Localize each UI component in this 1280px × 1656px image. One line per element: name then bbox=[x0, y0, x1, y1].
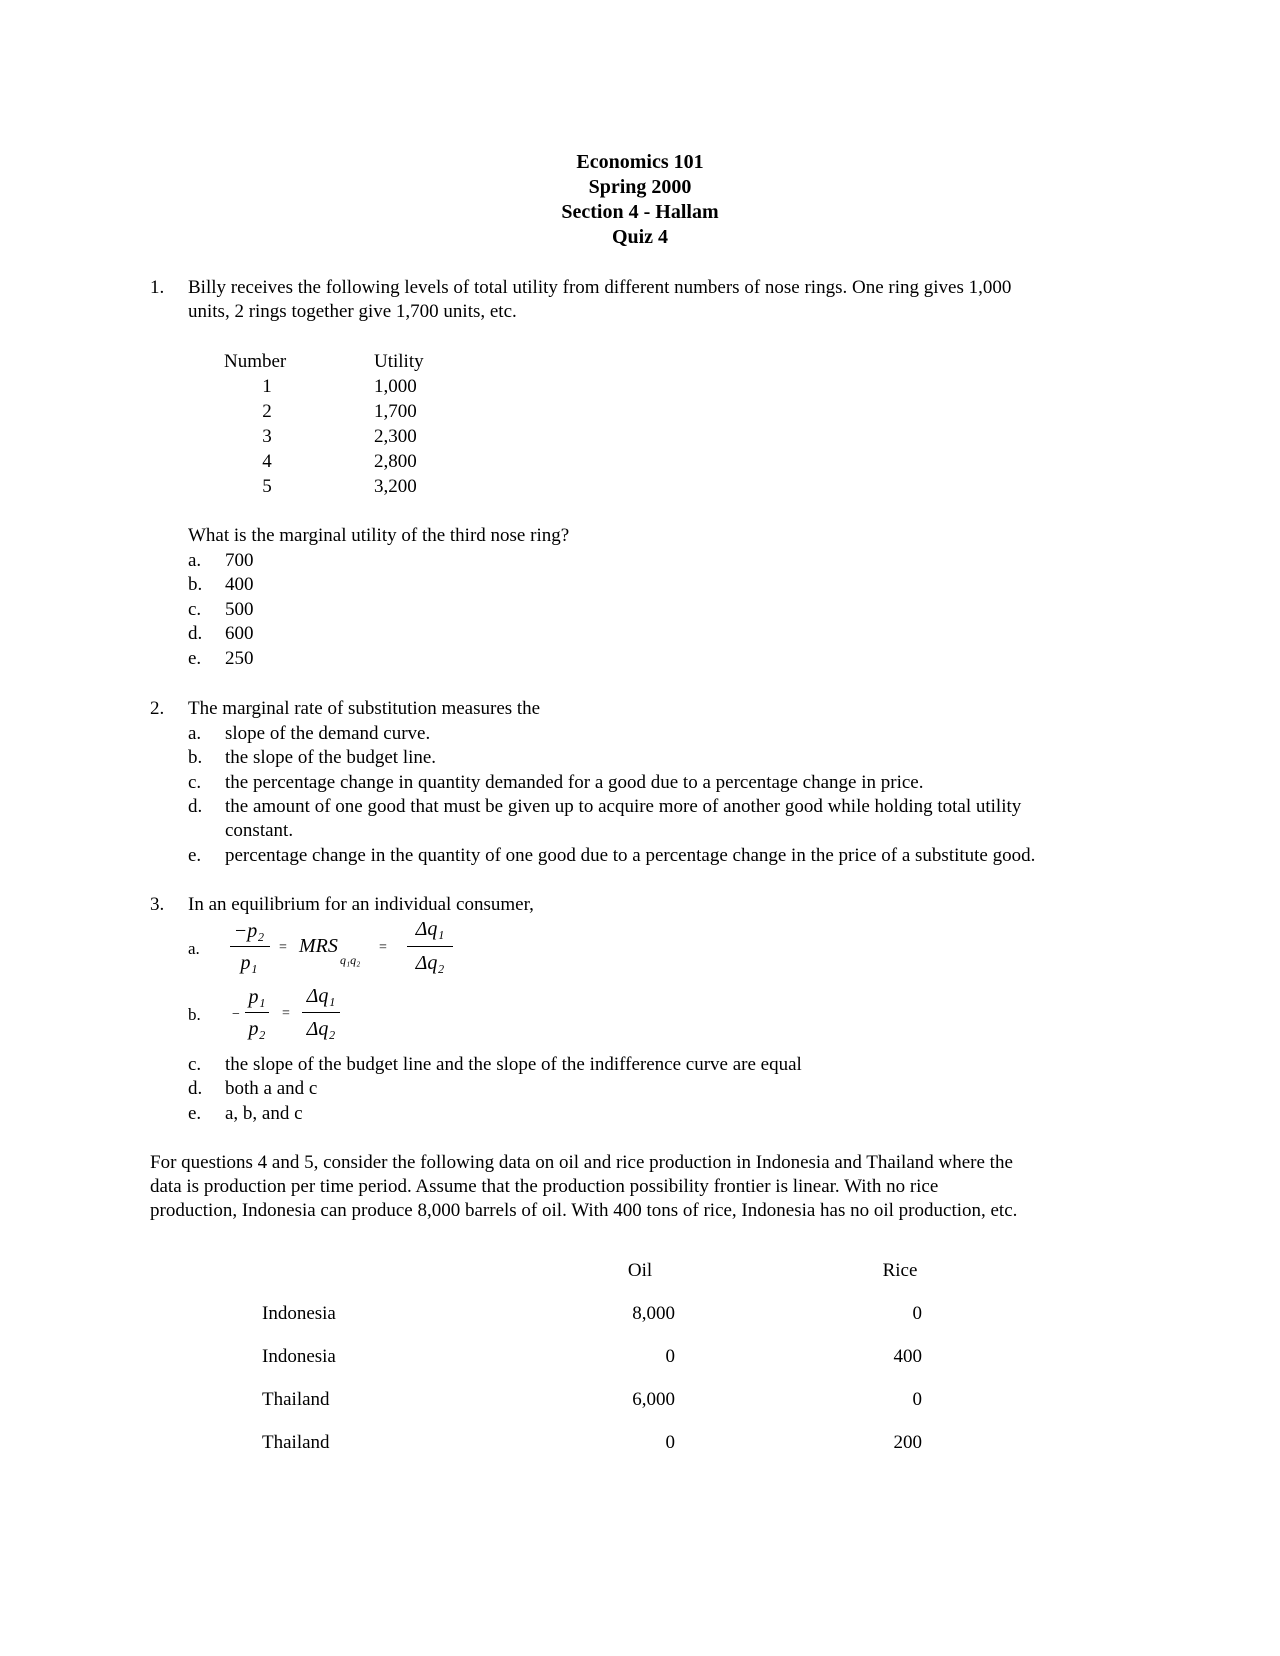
table-cell-country: Thailand bbox=[262, 1432, 330, 1453]
table-cell-utility: 2,300 bbox=[374, 426, 417, 447]
table-cell-number: 4 bbox=[262, 451, 272, 472]
option-text: the slope of the budget line. bbox=[225, 747, 437, 768]
table-cell-utility: 1,000 bbox=[374, 376, 417, 397]
term: Spring 2000 bbox=[588, 176, 692, 198]
question-prompt: What is the marginal utility of the third nose ring? bbox=[188, 525, 570, 546]
option-text: a, b, and c bbox=[225, 1103, 303, 1124]
option-text: 700 bbox=[225, 550, 254, 571]
option-letter: c. bbox=[188, 772, 202, 793]
option-letter: a. bbox=[188, 723, 202, 744]
table-cell-oil: 0 bbox=[665, 1432, 675, 1453]
table-cell-utility: 1,700 bbox=[374, 401, 417, 422]
intro-text: data is production per time period. Assume that the production possibility frontier is linear. With no rice bbox=[150, 1176, 939, 1197]
table-cell-number: 1 bbox=[262, 376, 272, 397]
option-text: 500 bbox=[225, 599, 254, 620]
fraction-denominator: Δq₂ bbox=[415, 952, 445, 974]
fraction-numerator: −p₂ bbox=[233, 920, 265, 942]
option-letter: e. bbox=[188, 845, 202, 866]
option-text: the slope of the budget line and the slope of the indifference curve are equal bbox=[225, 1054, 802, 1075]
fraction-numerator: Δq₁ bbox=[415, 918, 445, 940]
fraction-denominator: Δq₂ bbox=[306, 1018, 336, 1040]
table-cell-utility: 3,200 bbox=[374, 476, 417, 497]
table-cell-number: 5 bbox=[262, 476, 272, 497]
table-cell-utility: 2,800 bbox=[374, 451, 417, 472]
option-text: both a and c bbox=[225, 1078, 318, 1099]
option-letter: e. bbox=[188, 1103, 202, 1124]
mrs-subscript: q₁q₂ bbox=[340, 953, 361, 967]
table-cell-oil: 0 bbox=[665, 1346, 675, 1367]
fraction-bar bbox=[230, 946, 270, 947]
equals-sign: = bbox=[379, 940, 387, 955]
option-text: the amount of one good that must be given up to acquire more of another good while holding total utility bbox=[225, 796, 1022, 817]
table-cell-oil: 8,000 bbox=[632, 1303, 675, 1324]
option-text: 250 bbox=[225, 648, 254, 669]
question-text: In an equilibrium for an individual consumer, bbox=[188, 894, 534, 915]
table-cell-country: Indonesia bbox=[262, 1346, 336, 1367]
option-letter: d. bbox=[188, 1078, 203, 1099]
question-number: 2. bbox=[150, 698, 165, 719]
fraction-numerator: Δq₁ bbox=[306, 985, 336, 1007]
option-letter: b. bbox=[188, 1005, 201, 1024]
equals-sign: = bbox=[282, 1006, 290, 1021]
table-cell-oil: 6,000 bbox=[632, 1389, 675, 1410]
table-cell-number: 2 bbox=[262, 401, 272, 422]
option-letter: b. bbox=[188, 747, 203, 768]
column-header-rice: Rice bbox=[882, 1260, 918, 1281]
option-text: slope of the demand curve. bbox=[225, 723, 431, 744]
fraction-denominator: p₁ bbox=[240, 952, 258, 974]
option-text: 400 bbox=[225, 574, 254, 595]
table-cell-country: Thailand bbox=[262, 1389, 330, 1410]
option-letter: c. bbox=[188, 1054, 202, 1075]
option-letter: a. bbox=[188, 550, 202, 571]
quiz-title: Quiz 4 bbox=[611, 226, 669, 248]
option-text: percentage change in the quantity of one good due to a percentage change in the price of a substitute good. bbox=[225, 845, 1036, 866]
option-letter: d. bbox=[188, 623, 203, 644]
question-text: The marginal rate of substitution measures the bbox=[188, 698, 541, 719]
table-cell-rice: 0 bbox=[912, 1389, 922, 1410]
intro-text: For questions 4 and 5, consider the following data on oil and rice production in Indonesia and Thailand where the bbox=[150, 1152, 1013, 1173]
option-letter: a. bbox=[188, 939, 200, 958]
column-header-oil: Oil bbox=[627, 1260, 653, 1281]
option-text: the percentage change in quantity demanded for a good due to a percentage change in price. bbox=[225, 772, 924, 793]
option-text: 600 bbox=[225, 623, 254, 644]
question-number: 1. bbox=[150, 277, 165, 298]
fraction-bar bbox=[407, 946, 453, 947]
table-cell-rice: 0 bbox=[912, 1303, 922, 1324]
fraction-bar bbox=[245, 1012, 269, 1013]
table-cell-rice: 400 bbox=[893, 1346, 922, 1367]
question-text: Billy receives the following levels of total utility from different numbers of nose rings. One ring gives 1,000 bbox=[188, 277, 1012, 298]
intro-text: production, Indonesia can produce 8,000 barrels of oil. With 400 tons of rice, Indonesia has no oil production, etc. bbox=[150, 1200, 1018, 1221]
option-letter: e. bbox=[188, 648, 202, 669]
section: Section 4 - Hallam bbox=[561, 201, 719, 223]
option-letter: b. bbox=[188, 574, 203, 595]
question-number: 3. bbox=[150, 894, 165, 915]
option-text-continued: constant. bbox=[225, 820, 294, 841]
option-letter: c. bbox=[188, 599, 202, 620]
table-cell-rice: 200 bbox=[893, 1432, 922, 1453]
course-title: Economics 101 bbox=[576, 151, 704, 173]
column-header-number: Number bbox=[224, 351, 287, 372]
fraction-bar bbox=[302, 1012, 340, 1013]
option-letter: d. bbox=[188, 796, 203, 817]
document-header bbox=[0, 150, 1280, 250]
column-header-utility: Utility bbox=[374, 351, 424, 372]
question-text: units, 2 rings together give 1,700 units, etc. bbox=[188, 301, 517, 322]
fraction-numerator: p₁ bbox=[248, 986, 266, 1008]
equals-sign: = bbox=[279, 940, 287, 955]
fraction-denominator: p₂ bbox=[248, 1018, 266, 1040]
table-cell-number: 3 bbox=[262, 426, 272, 447]
table-cell-country: Indonesia bbox=[262, 1303, 336, 1324]
minus-sign: − bbox=[232, 1007, 240, 1022]
mrs-label: MRS bbox=[299, 935, 338, 957]
